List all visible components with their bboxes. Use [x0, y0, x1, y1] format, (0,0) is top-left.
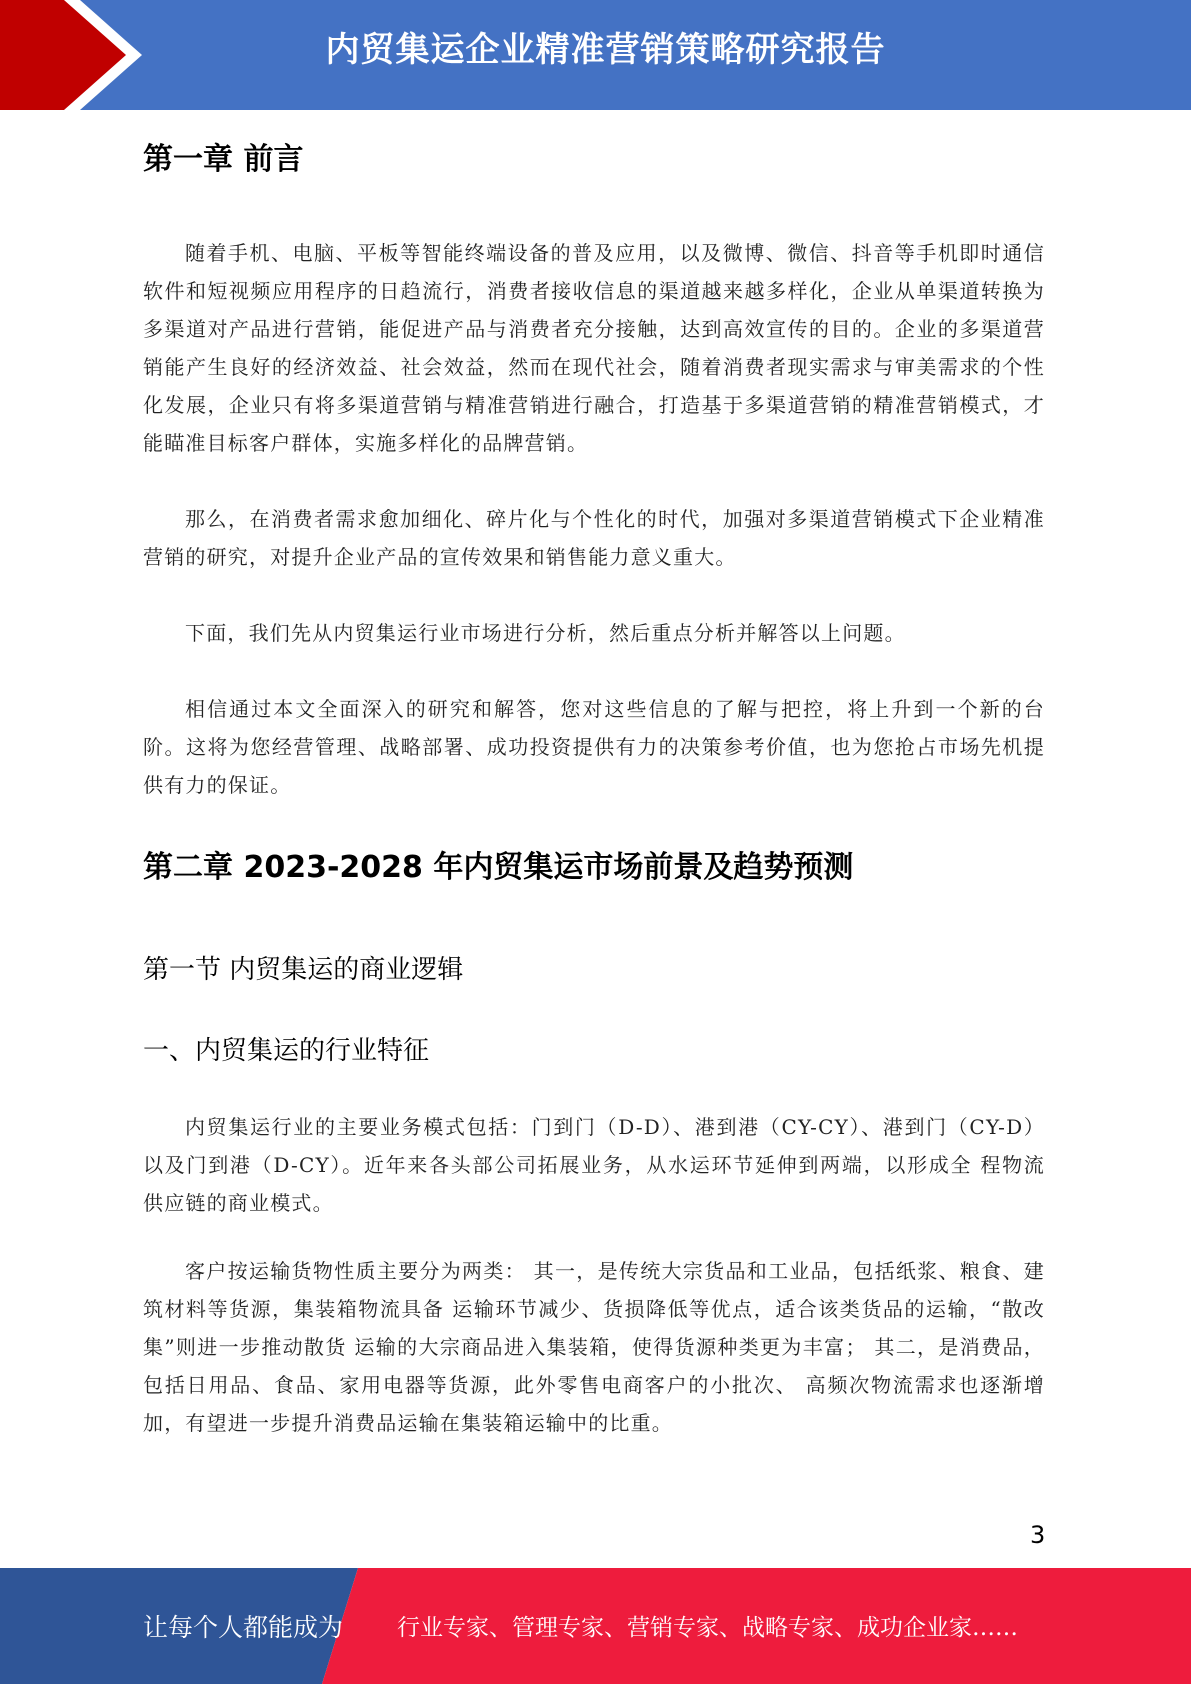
chapter-1-paragraph: 相信通过本文全面深入的研究和解答，您对这些信息的了解与把控，将上升到一个新的台阶。这将为您经营管理、战略部署、成功投资提供有力的决策参考价值，也为您抢占市场先机提供有力的保证。 [143, 697, 1045, 797]
chapter-2-title: 第二章 2023-2028 年内贸集运市场前景及趋势预测 [143, 850, 854, 885]
subsection-1-paragraph: 内贸集运行业的主要业务模式包括：门到门（D-D）、港到港（CY-CY）、港到门（CY-D） 以及门到港（D-CY）。近年来各头部公司拓展业务，从水运环节延伸到两端，以形成全 程物流供应链的商业模式。 [143, 1115, 1045, 1215]
page-number: 3 [1030, 1521, 1046, 1549]
chapter-1-paragraph: 下面，我们先从内贸集运行业市场进行分析，然后重点分析并解答以上问题。 [185, 621, 906, 645]
chapter-1-title: 第一章 前言 [143, 142, 304, 177]
header-banner [0, 0, 1191, 110]
subsection-1-paragraph: 客户按运输货物性质主要分为两类： 其一，是传统大宗货品和工业品，包括纸浆、粮食、建筑材料等货源，集装箱物流具备 运输环节减少、货损降低等优点，适合该类货品的运输，“散改集”则进一步推动散货 运输的大宗商品进入集装箱，使得货源种类更为丰富； 其二，是消费品，包括日用品、食品、家用电器等货源，此外零售电商客户的小批次、 高频次物流需求也逐渐增加，有望进一步提升消费品运输在集装箱运输中的比重。 [143, 1259, 1045, 1435]
document-body [143, 140, 1045, 1442]
footer-banner [0, 1568, 1191, 1684]
section-1-title: 第一节 内贸集运的商业逻辑 [143, 955, 464, 985]
subsection-1-title: 一、内贸集运的行业特征 [143, 1036, 430, 1066]
chapter-1-paragraph: 随着手机、电脑、平板等智能终端设备的普及应用，以及微博、微信、抖音等手机即时通信软件和短视频应用程序的日趋流行，消费者接收信息的渠道越来越多样化，企业从单渠道转换为多渠道对产品进行营销，能促进产品与消费者充分接触，达到高效宣传的目的。企业的多渠道营销能产生良好的经济效益、社会效益，然而在现代社会，随着消费者现实需求与审美需求的个性化发展，企业只有将多渠道营销与精准营销进行融合，打造基于多渠道营销的精准营销模式，才能瞄准目标客户群体，实施多样化的品牌营销。 [143, 241, 1045, 455]
footer-slogan-left: 让每个人都能成为 [143, 1613, 344, 1642]
chapter-1-paragraph: 那么，在消费者需求愈加细化、碎片化与个性化的时代，加强对多渠道营销模式下企业精准营销的研究，对提升企业产品的宣传效果和销售能力意义重大。 [143, 507, 1045, 569]
footer-slogan-right: 行业专家、管理专家、营销专家、战略专家、成功企业家…… [397, 1615, 1018, 1641]
report-title: 内贸集运企业精准营销策略研究报告 [325, 30, 886, 70]
